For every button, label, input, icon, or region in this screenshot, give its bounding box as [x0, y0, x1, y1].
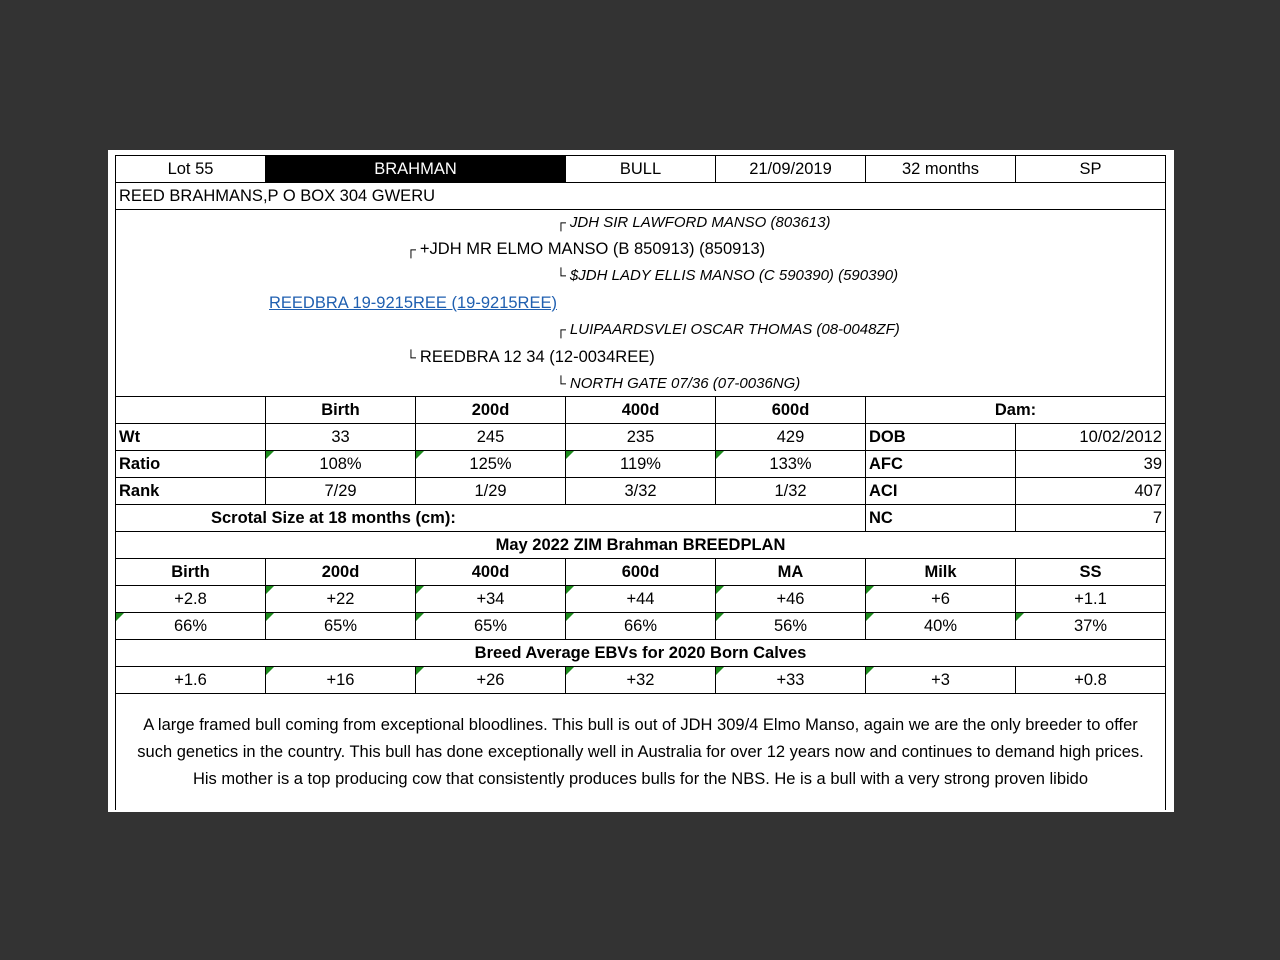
ebv-header-row — [116, 559, 1166, 586]
breed-average-cell: +32 — [566, 667, 716, 694]
ebv-cell: +46 — [716, 586, 866, 613]
pedigree-dam: └ REEDBRA 12 34 (12-0034REE) — [406, 348, 655, 366]
animal-link[interactable]: REEDBRA 19-9215REE (19-9215REE) — [269, 294, 557, 312]
performance-header-row — [116, 397, 1166, 424]
ebv-cell: +1.1 — [1016, 586, 1166, 613]
ebv-cell: +34 — [416, 586, 566, 613]
accuracy-row — [116, 613, 1166, 640]
breed-average-cell: +26 — [416, 667, 566, 694]
weight-row — [116, 424, 1166, 451]
accuracy-cell: 66% — [116, 613, 266, 640]
dam-value: 10/02/2012 — [1016, 424, 1166, 451]
pedigree-block — [116, 210, 1166, 397]
perf-cell: 429 — [716, 424, 866, 451]
breed-average-row — [116, 667, 1166, 694]
breed-average-cell: +33 — [716, 667, 866, 694]
ebv-cell: +44 — [566, 586, 716, 613]
scrotal-label: Scrotal Size at 18 months (cm): — [116, 505, 866, 532]
breed-average-cell: +1.6 — [116, 667, 266, 694]
pedigree-row — [116, 210, 1166, 397]
birth-date: 21/09/2019 — [716, 156, 866, 183]
perf-cell: 7/29 — [266, 478, 416, 505]
pedigree-dam-dam: └ NORTH GATE 07/36 (07-0036NG) — [556, 375, 801, 392]
accuracy-cell: 56% — [716, 613, 866, 640]
accuracy-cell: 66% — [566, 613, 716, 640]
breed-average-cell: +0.8 — [1016, 667, 1166, 694]
bracket-bottom-icon: └ — [556, 267, 566, 283]
breedplan-title: May 2022 ZIM Brahman BREEDPLAN — [116, 532, 1166, 559]
perf-cell: 1/29 — [416, 478, 566, 505]
performance-corner — [116, 397, 266, 424]
perf-cell: 3/32 — [566, 478, 716, 505]
breed-average-title-row — [116, 640, 1166, 667]
ebv-header: Milk — [866, 559, 1016, 586]
breed-average-cell: +16 — [266, 667, 416, 694]
bracket-top-icon: ┌ — [556, 321, 566, 337]
description-row — [116, 694, 1166, 811]
sale-catalogue-sheet — [108, 150, 1174, 812]
pedigree-sire-sire: ┌ JDH SIR LAWFORD MANSO (803613) — [556, 214, 831, 231]
category-label: SP — [1016, 156, 1166, 183]
bracket-top-icon: ┌ — [556, 214, 566, 230]
pedigree-sire: ┌ +JDH MR ELMO MANSO (B 850913) (850913) — [406, 240, 766, 258]
row-label: Rank — [116, 478, 266, 505]
row-label: Ratio — [116, 451, 266, 478]
age-label: 32 months — [866, 156, 1016, 183]
ebv-header: MA — [716, 559, 866, 586]
ebv-value-row — [116, 586, 1166, 613]
perf-header: 200d — [416, 397, 566, 424]
accuracy-cell: 37% — [1016, 613, 1166, 640]
dam-header: Dam: — [866, 397, 1166, 424]
lot-number: Lot 55 — [116, 156, 266, 183]
description-text: A large framed bull coming from exceptional bloodlines. This bull is out of JDH 309/4 Elmo Manso, again we are the only breeder to offer such genetics in the country. This bull has done exceptionally well in Australia for over 12 years now and continues to demand high prices. His mother is a top producing cow that consistently produces bulls for the NBS. He is a bull with a very strong proven libido — [116, 694, 1166, 811]
ebv-header: Birth — [116, 559, 266, 586]
bracket-bottom-icon: └ — [406, 349, 416, 365]
dam-label: DOB — [866, 424, 1016, 451]
dam-value: 7 — [1016, 505, 1166, 532]
ebv-cell: +6 — [866, 586, 1016, 613]
scrotal-row — [116, 505, 1166, 532]
accuracy-cell: 65% — [416, 613, 566, 640]
pedigree-dam-sire: ┌ LUIPAARDSVLEI OSCAR THOMAS (08-0048ZF) — [556, 321, 900, 338]
perf-cell: 245 — [416, 424, 566, 451]
perf-header: Birth — [266, 397, 416, 424]
lot-table — [115, 155, 1166, 810]
rank-row — [116, 478, 1166, 505]
perf-cell: 125% — [416, 451, 566, 478]
perf-header: 400d — [566, 397, 716, 424]
perf-cell: 108% — [266, 451, 416, 478]
dam-label: ACI — [866, 478, 1016, 505]
bracket-top-icon: ┌ — [406, 241, 416, 257]
header-row — [116, 156, 1166, 183]
breed-average-title: Breed Average EBVs for 2020 Born Calves — [116, 640, 1166, 667]
accuracy-cell: 65% — [266, 613, 416, 640]
ebv-header: 600d — [566, 559, 716, 586]
perf-cell: 1/32 — [716, 478, 866, 505]
breeder-row — [116, 183, 1166, 210]
ebv-cell: +22 — [266, 586, 416, 613]
row-label: Wt — [116, 424, 266, 451]
ebv-header: 200d — [266, 559, 416, 586]
breedplan-title-row — [116, 532, 1166, 559]
breeder-address: REED BRAHMANS,P O BOX 304 GWERU — [116, 183, 1166, 210]
sex-label: BULL — [566, 156, 716, 183]
bracket-bottom-icon: └ — [556, 375, 566, 391]
pedigree-sire-dam: └ $JDH LADY ELLIS MANSO (C 590390) (590390) — [556, 267, 899, 284]
breed-average-cell: +3 — [866, 667, 1016, 694]
breed-label: BRAHMAN — [266, 156, 566, 183]
ebv-header: 400d — [416, 559, 566, 586]
perf-cell: 235 — [566, 424, 716, 451]
perf-cell: 33 — [266, 424, 416, 451]
dam-label: NC — [866, 505, 1016, 532]
perf-cell: 133% — [716, 451, 866, 478]
perf-cell: 119% — [566, 451, 716, 478]
dam-label: AFC — [866, 451, 1016, 478]
dam-value: 407 — [1016, 478, 1166, 505]
ratio-row — [116, 451, 1166, 478]
ebv-header: SS — [1016, 559, 1166, 586]
ebv-cell: +2.8 — [116, 586, 266, 613]
accuracy-cell: 40% — [866, 613, 1016, 640]
dam-value: 39 — [1016, 451, 1166, 478]
perf-header: 600d — [716, 397, 866, 424]
